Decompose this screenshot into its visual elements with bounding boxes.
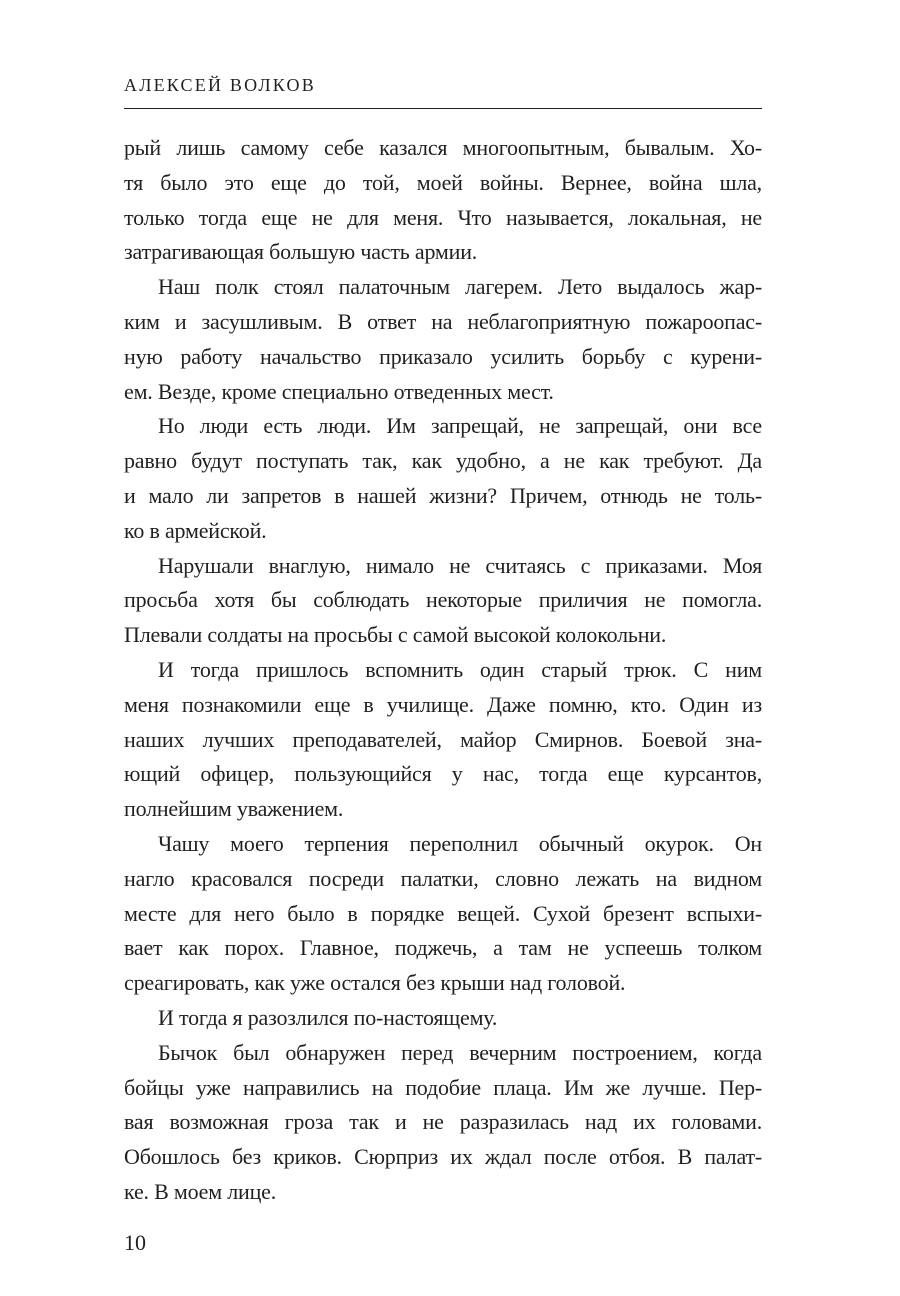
text-line: месте для него было в порядке вещей. Сухой брезент вспыхи- [124, 900, 762, 926]
page-number: 10 [124, 1229, 146, 1255]
text-line: Бычок был обнаружен перед вечерним построением, когда [158, 1039, 762, 1065]
text-line: Плевали солдаты на просьбы с самой высокой колокольни. [124, 622, 667, 648]
paragraph [124, 1001, 762, 1036]
text-line: и мало ли запретов в нашей жизни? Причем, отнюдь не толь- [124, 482, 762, 508]
text-line: Нарушали внаглую, нимало не считаясь с приказами. Моя [158, 552, 762, 578]
text-line: нагло красовался посреди палатки, словно лежать на видном [124, 865, 762, 891]
text-line: только тогда еще не для меня. Что называется, локальная, не [124, 204, 762, 230]
text-line: Но люди есть люди. Им запрещай, не запрещай, они все [158, 413, 762, 439]
text-line: И тогда я разозлился по-настоящему. [158, 1004, 498, 1030]
text-line: ким и засушливым. В ответ на неблагоприятную пожароопас- [124, 308, 762, 334]
text-line: среагировать, как уже остался без крыши над головой. [124, 970, 626, 996]
paragraph [124, 1036, 762, 1210]
text-line: ющий офицер, пользующийся у нас, тогда еще курсантов, [124, 761, 762, 787]
running-head: АЛЕКСЕЙ ВОЛКОВ [124, 75, 316, 95]
text-line: ную работу начальство приказало усилить борьбу с курени- [124, 343, 762, 369]
text-line: равно будут поступать так, как удобно, а не как требуют. Да [124, 448, 762, 474]
text-line: Чашу моего терпения переполнил обычный окурок. Он [158, 830, 762, 856]
text-line: И тогда пришлось вспомнить один старый трюк. С ним [158, 656, 762, 682]
text-line: Обошлось без криков. Сюрприз их ждал после отбоя. В палат- [124, 1144, 762, 1170]
text-line: меня познакомили еще в училище. Даже помню, кто. Один из [124, 691, 762, 717]
text-line: Наш полк стоял палаточным лагерем. Лето выдалось жар- [158, 274, 762, 300]
paragraph [124, 653, 762, 827]
body-text [124, 131, 762, 1210]
text-line: ке. В моем лице. [124, 1178, 277, 1204]
text-line: вает как порох. Главное, поджечь, а там не успеешь толком [124, 935, 762, 961]
paragraph [124, 409, 762, 548]
paragraph [124, 549, 762, 653]
paragraph [124, 270, 762, 409]
text-line: затрагивающая большую часть армии. [124, 239, 478, 265]
paragraph [124, 131, 762, 270]
header-rule [124, 108, 762, 109]
text-line: наших лучших преподавателей, майор Смирнов. Боевой зна- [124, 726, 762, 752]
text-line: тя было это еще до той, моей войны. Вернее, война шла, [124, 169, 762, 195]
text-line: рый лишь самому себе казался многоопытным, бывалым. Хо- [124, 135, 762, 160]
text-line: ко в армейской. [124, 517, 267, 543]
text-line: бойцы уже направились на подобие плаца. Им же лучше. Пер- [124, 1074, 762, 1100]
text-line: просьба хотя бы соблюдать некоторые приличия не помогла. [124, 587, 762, 613]
text-line: ем. Везде, кроме специально отведенных мест. [124, 378, 554, 404]
text-line: вая возможная гроза так и не разразилась над их головами. [124, 1109, 762, 1135]
paragraph [124, 827, 762, 1001]
text-line: полнейшим уважением. [124, 796, 344, 822]
